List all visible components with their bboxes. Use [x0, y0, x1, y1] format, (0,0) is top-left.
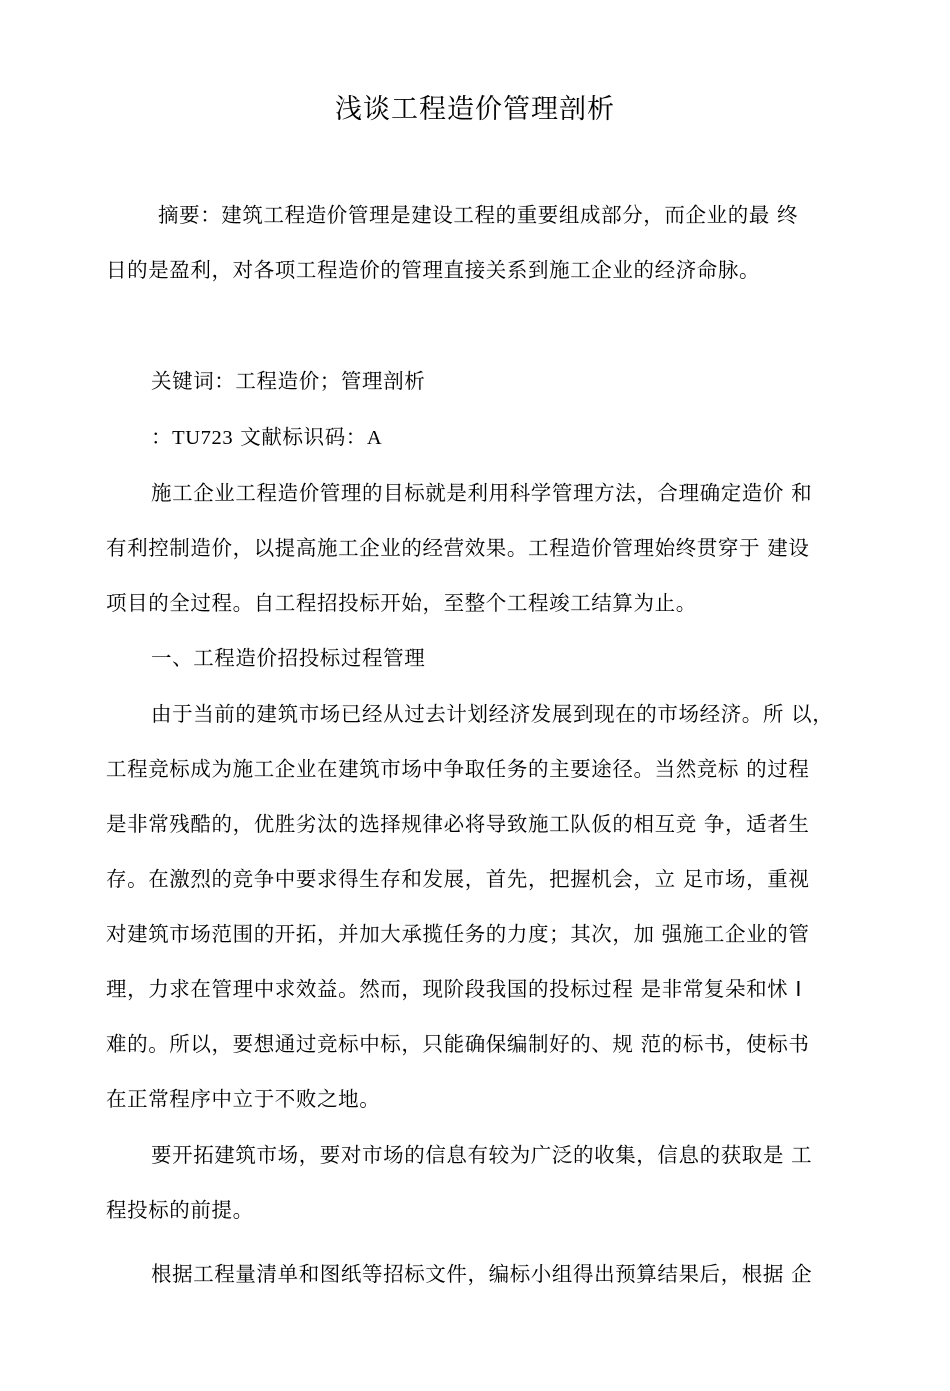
classification-line [106, 410, 851, 465]
abstract-line: 日的是盈利，对各项工程造价的管理直接关系到施工企业的经济命脉。 [106, 258, 761, 282]
info-line: 要开拓建筑市场，要对市场的信息有较为广泛的收集，信息的获取是 工 [151, 1143, 813, 1167]
doc-label: 文献标识码： [233, 425, 367, 449]
keywords-line [106, 354, 851, 409]
market-paragraph [106, 687, 851, 1127]
market-line: 是非常残酷的，优胜劣汰的选择规律必将导致施工队仮的相互竞 争，适者生 [106, 812, 810, 836]
section-heading-text: 一、工程造价招投标过程管理 [151, 646, 426, 670]
document-title: 浅谈工程造价管理剖析 [335, 94, 615, 125]
classification-code: TU723 [172, 427, 234, 449]
intro-paragraph [106, 466, 851, 631]
classification-prefix: ： [151, 425, 173, 449]
intro-line: 项目的全过程。自工程招投标开始，至整个工程竣工结算为止。 [106, 591, 697, 615]
market-line: 存。在激烈的竞争中要求得生存和发展，首先，把握机会，立 足市场，重视 [106, 867, 810, 891]
doc-code: A [366, 427, 383, 449]
market-line: 由于当前的建筑市场已经从过去计划经济发展到现在的市场经济。所 以， [151, 702, 834, 726]
market-line: 难的。所以，要想通过竞标中标，只能确保编制好的、规 范的标书，使标书 [106, 1032, 810, 1056]
intro-line: 施工企业工程造价管理的目标就是利用科学管理方法，合理确定造价 和 [151, 481, 813, 505]
keywords-text: 关键词：工程造价；管理剖析 [151, 369, 426, 393]
budget-paragraph [106, 1247, 851, 1302]
info-line: 程投标的前提。 [106, 1198, 254, 1222]
abstract-paragraph [106, 188, 851, 298]
classification-text [106, 410, 851, 465]
market-line: 对建筑市场范围的开拓，并加大承揽任务的力度；其次，加 强施工企业的管 [106, 922, 810, 946]
info-paragraph [106, 1128, 851, 1238]
section-heading [106, 631, 851, 686]
budget-line: 根据工程量清单和图纸等招标文件，编标小组得出预算结果后，根据 企 [151, 1262, 813, 1286]
market-line: 在正常程序中立于不败之地。 [106, 1087, 381, 1111]
market-line: 理，力求在管理中求效益。然而，现阶段我国的投标过程 是非常复朵和怵 I [106, 977, 803, 1001]
abstract-line: 摘要：建筑工程造价管理是建设工程的重要组成部分，而企业的最 终 [158, 203, 799, 227]
market-line: 工程竞标成为施工企业在建筑市场中争取任务的主要途径。当然竞标 的过程 [106, 757, 810, 781]
intro-line: 有利控制造价，以提高施工企业的经营效果。工程造价管理始终贯穿于 建设 [106, 536, 810, 560]
